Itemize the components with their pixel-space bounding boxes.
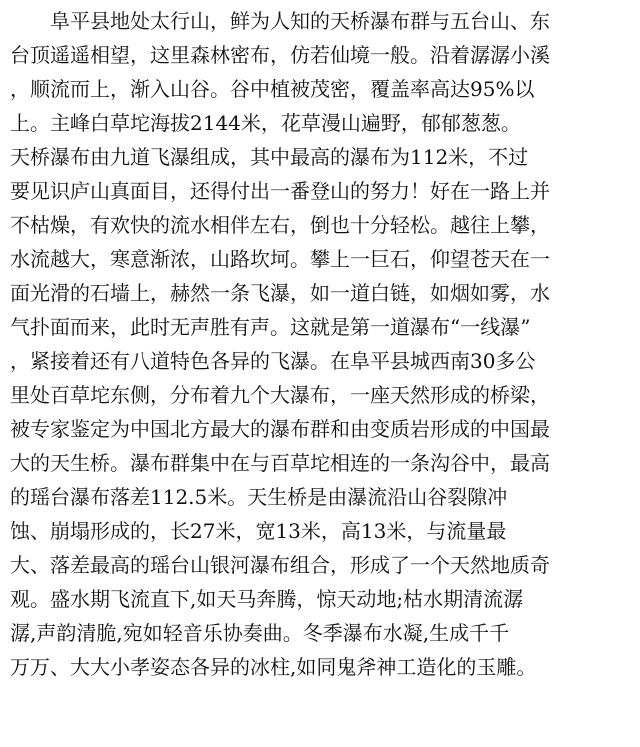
text-line: 气扑面而来，此时无声胜有声。这就是第一道瀑布“一线瀑” xyxy=(10,315,531,339)
text-line: 蚀、崩塌形成的，长27米，宽13米，高13米，与流量最 xyxy=(10,519,507,543)
text-line: 万万、大大小孝姿态各异的冰柱,如同鬼斧神工造化的玉雕。 xyxy=(10,655,537,679)
text-line: 面光滑的石墙上，赫然一条飞瀑，如一道白链，如烟如雾，水 xyxy=(10,281,550,305)
text-line: 里处百草坨东侧，分布着九个大瀑布，一座天然形成的桥梁， xyxy=(10,383,550,407)
text-line: 观。盛水期飞流直下,如天马奔腾，惊天动地;枯水期清流潺 xyxy=(10,587,524,611)
text-line: 的瑶台瀑布落差112.5米。天生桥是由瀑流沿山谷裂隙冲 xyxy=(10,485,508,509)
text-line: 不枯燥，有欢快的流水相伴左右，倒也十分轻松。越往上攀， xyxy=(10,213,550,237)
text-line: 大、落差最高的瑶台山银河瀑布组合，形成了一个天然地质奇 xyxy=(10,553,550,577)
text-line: 台顶遥遥相望，这里森林密布，仿若仙境一般。沿着潺潺小溪 xyxy=(10,43,550,67)
text-line: 阜平县地处太行山，鲜为人知的天桥瀑布群与五台山、东 xyxy=(10,9,550,33)
text-line: 水流越大，寒意渐浓，山路坎坷。攀上一巨石，仰望苍天在一 xyxy=(10,247,550,271)
text-line: 要见识庐山真面目，还得付出一番登山的努力！好在一路上并 xyxy=(10,179,550,203)
text-line: 上。主峰白草坨海拔2144米，花草漫山遍野，郁郁葱葱。 xyxy=(10,111,521,135)
text-line: 被专家鉴定为中国北方最大的瀑布群和由变质岩形成的中国最 xyxy=(10,417,550,441)
text-line: 天桥瀑布由九道飞瀑组成，其中最高的瀑布为112米，不过 xyxy=(10,145,529,169)
text-line: 潺,声韵清脆,宛如轻音乐协奏曲。冬季瀑布水凝,生成千千 xyxy=(10,621,510,645)
text-line: 大的天生桥。瀑布群集中在与百草坨相连的一条沟谷中，最高 xyxy=(10,451,550,475)
text-line: ，紧接着还有八道特色各异的飞瀑。在阜平县城西南30多公 xyxy=(10,349,536,373)
text-line: ，顺流而上，渐入山谷。谷中植被茂密，覆盖率高达95%以 xyxy=(10,77,535,101)
